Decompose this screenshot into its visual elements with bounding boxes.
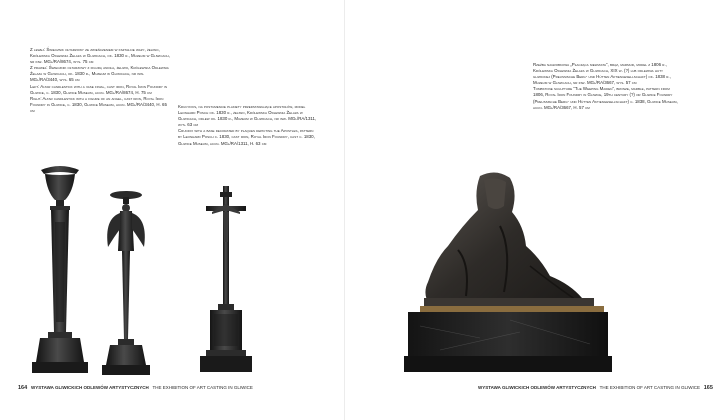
left-page (0, 0, 345, 420)
crucifix-image (196, 186, 256, 378)
right-page-footer (478, 385, 713, 391)
caption-crucifix-pl: Krucyfiks, na postumencie plakiety przedstawiające apostołów, model Leonhard Posch ok. 1830 r., żeliwo, Królewska Odlewnia Żelaza w Gliwicach, odlew ok. 1830 r., Muzeum w Gliwicach, nr inw. MGl/RA/1311, wys. 63 cm (178, 104, 317, 128)
running-title-en-left: THE EXHIBITION OF ART CASTING IN GLIWICE (152, 385, 253, 390)
candlestick-vase-image (28, 162, 92, 377)
page-number-left: 164 (18, 385, 28, 391)
page-number-right: 165 (703, 385, 713, 391)
running-title-en-right: THE EXHIBITION OF ART CASTING IN GLIWICE (599, 385, 700, 390)
running-title-pl-left: WYSTAWA GLIWICKICH ODLEWÓW ARTYSTYCZNYCH (30, 385, 149, 390)
caption-weeping-maiden-en: Tombstone sculpture “The Weeping Maiden”, bronze, marble, pattern from 1806, Royal Iron Foundry in Gliwice, 19th century (?) or Gliwice Foundry (Preussische Berg- und Hütten Aktiengesellschaft) c. 1838, Gliwice Museum, accn. MGl/RA/3667, H. 57 cm (533, 86, 678, 110)
caption-weeping-maiden (533, 62, 678, 111)
caption-candlestick-vase-en: Left: Altar candlestick with a vase finial, cast iron, Royal Iron Foundry in Gliwice, c. 1830, Gliwice Museum, accn. MGl/RA/8674, H. 75 cm (30, 83, 168, 95)
caption-candlestick-angel-pl: Z prawej: Świecznik ołtarzowy z figurą anioła, żeliwo, Królewska Odlewnia Żelaza w Gliwicach, ok. 1830 r., Muzeum w Gliwicach, nr inw. MGl/RA/3440, wys. 65 cm (30, 65, 169, 83)
caption-crucifix (178, 104, 318, 147)
candlestick-angel-image (98, 189, 154, 377)
caption-candlestick-angel-en: Right: Altar candlestick with a figure of an angel, cast iron, Royal Iron Foundry in Gliwice, c. 1830, Gliwice Museum, accn. MGl/RA/3440, H. 65 cm (30, 95, 167, 113)
weeping-maiden-sculpture-image (400, 166, 615, 376)
left-page-footer (18, 385, 253, 391)
caption-candlesticks (30, 47, 170, 114)
caption-weeping-maiden-pl: Rzeźba nagrobkowa „Płacząca niewiasta”, brąz, marmur, model z 1806 r., Królewska Odlewnia Żelaza w Gliwicach, XIX w. (?) lub odlewnia huty gliwickiej (Preussische Berg- und Hütten Aktiengesellschaft) ok. 1838 r., Muzeum w Gliwicach, nr inw. MGl/RA/3667, wys. 57 cm (533, 62, 671, 86)
caption-crucifix-en: Crucifix with a base decorated by plaques depicting the Apostles, pattern by Leonhard Posch c. 1830, cast iron, Royal Iron Foundry, cast c. 1830, Gliwice Museum, accn. MGl/RA/1311, H. 63 cm (178, 128, 315, 146)
caption-candlestick-vase-pl: Z lewej: Świecznik ołtarzowy ze zwieńczeniem w kształcie wazy, żeliwo, Królewska Odlewnia Żelaza w Gliwicach, ok. 1830 r., Muzeum w Gliwicach, nr inw. MGl/RA/8674, wys. 75 cm (30, 47, 170, 65)
running-title-pl-right: WYSTAWA GLIWICKICH ODLEWÓW ARTYSTYCZNYCH (478, 385, 596, 390)
